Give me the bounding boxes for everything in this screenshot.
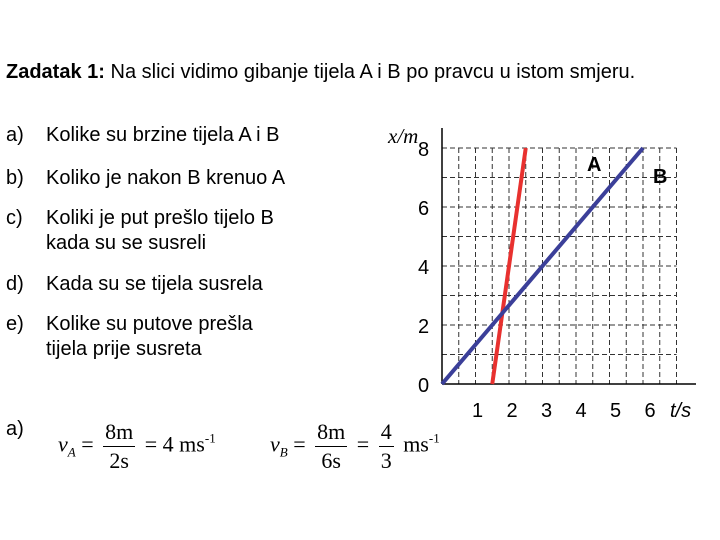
formula-vA: [58, 418, 216, 475]
x-tick-label: 4: [575, 400, 587, 422]
chart-axes: [387, 124, 696, 384]
series-label-a: A: [587, 154, 602, 176]
task-title: Zadatak 1:: [6, 61, 105, 83]
question-label: b): [6, 167, 24, 189]
y-tick-label: 8: [418, 139, 430, 161]
result-fraction: [379, 418, 394, 475]
question-label: d): [6, 273, 24, 295]
y-tick-label: 4: [418, 257, 430, 279]
x-tick-label: 1: [472, 400, 484, 422]
question-text: Kada su se tijela susrela: [46, 273, 263, 295]
x-axis-label: t/s: [670, 400, 692, 422]
question-label: c): [6, 207, 23, 229]
velocity-subscript: A: [67, 444, 76, 460]
task-text: Na slici vidimo gibanje tijela A i B po pravcu u istom smjeru.: [110, 61, 636, 83]
velocity-symbol: v: [58, 431, 68, 457]
equals-sign: =: [293, 431, 306, 457]
x-tick-label: 3: [541, 400, 553, 422]
x-tick-label: 5: [610, 400, 622, 422]
question-text: Kolike su brzine tijela A i B: [46, 124, 280, 146]
fraction-denominator: 2s: [109, 448, 129, 473]
y-tick-label: 6: [418, 198, 430, 220]
question-text-continued: tijela prije susreta: [46, 338, 202, 360]
fraction: [315, 418, 347, 475]
series-label-b: B: [653, 166, 668, 188]
question-text: Kolike su putove prešla: [46, 313, 253, 335]
result: = 4 ms: [144, 431, 205, 457]
fraction-numerator: 8m: [315, 418, 347, 447]
question-text-continued: kada su se susreli: [46, 232, 207, 254]
equals-sign: =: [356, 431, 370, 457]
y-tick-label: 0: [418, 375, 430, 397]
fraction-denominator: 6s: [321, 448, 341, 473]
velocity-symbol: v: [270, 431, 280, 457]
fraction: [103, 418, 135, 475]
question-text: Koliko je nakon B krenuo A: [46, 167, 286, 189]
solution-label: a): [6, 418, 24, 440]
fraction-numerator: 8m: [103, 418, 135, 447]
question-label: e): [6, 313, 24, 335]
unit: ms: [403, 431, 429, 457]
x-tick-label: 2: [506, 400, 518, 422]
exponent: -1: [428, 430, 440, 446]
y-tick-label: 2: [418, 316, 430, 338]
question-label: a): [6, 124, 24, 146]
x-tick-label: 6: [644, 400, 656, 422]
equals-sign: =: [81, 431, 94, 457]
result-numerator: 4: [379, 418, 394, 447]
exponent: -1: [204, 430, 216, 446]
velocity-subscript: B: [279, 444, 288, 460]
chart-grid: [442, 148, 677, 384]
formula-vB: [270, 418, 440, 475]
y-axis-label: x/m: [388, 124, 419, 148]
result-denominator: 3: [380, 448, 392, 473]
question-text: Koliki je put prešlo tijelo B: [46, 207, 274, 229]
